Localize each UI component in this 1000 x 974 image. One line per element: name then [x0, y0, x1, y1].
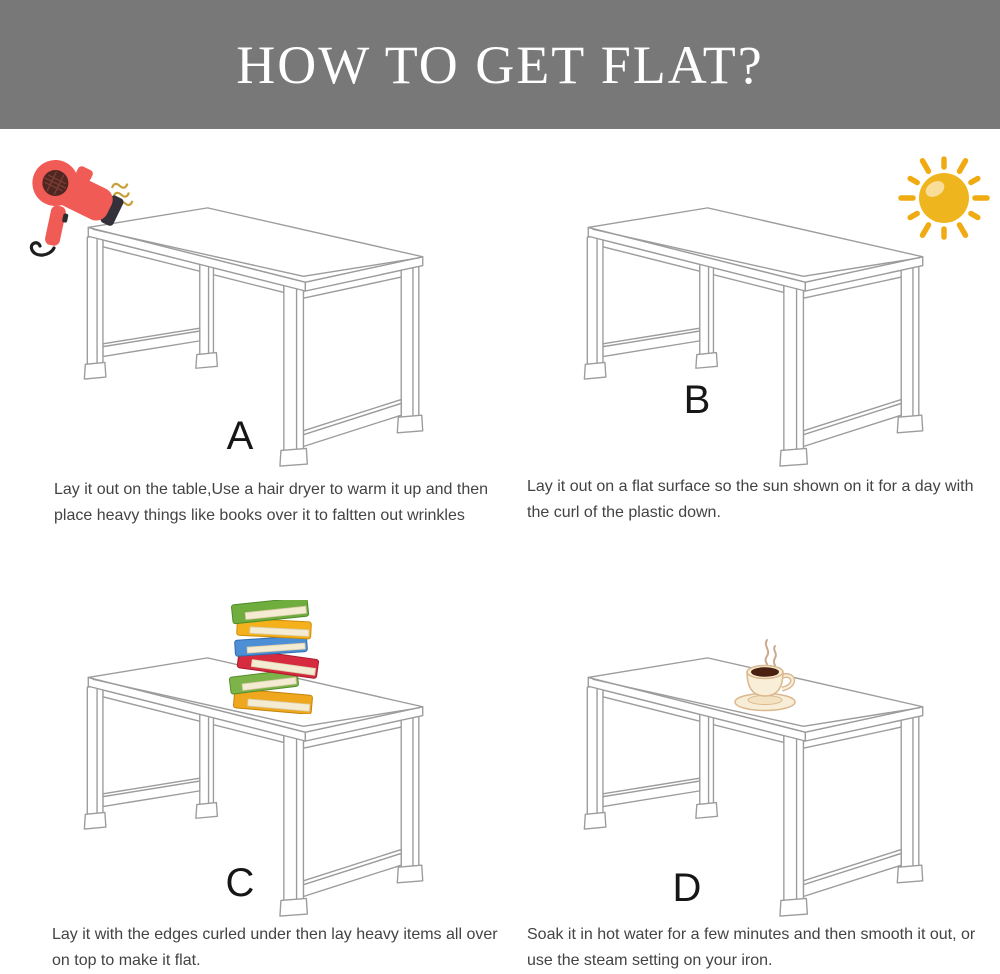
- header-banner: [0, 0, 1000, 129]
- page-title: HOW TO GET FLAT?: [236, 34, 764, 95]
- caption-line: the curl of the plastic down.: [527, 504, 721, 521]
- panel-letter-c: C: [225, 861, 255, 905]
- panel-caption-b: [527, 474, 973, 526]
- caption-line: Soak it in hot water for a few minutes and then smooth it out, or: [527, 926, 976, 943]
- books-stack-icon: [220, 600, 324, 714]
- panel-letter-a: A: [226, 414, 254, 458]
- panel-letter-d: D: [672, 866, 702, 910]
- sun-icon: [894, 154, 994, 246]
- caption-line: place heavy things like books over it to faltten out wrinkles: [54, 507, 465, 524]
- panel-caption-a: [54, 477, 488, 529]
- caption-line: Lay it out on the table,Use a hair dryer to warm it up and then: [54, 481, 489, 498]
- panel-letter-b: B: [683, 378, 711, 422]
- panel-caption-d: [527, 922, 975, 974]
- panel-caption-c: [52, 922, 498, 974]
- caption-line: Lay it out on a flat surface so the sun shown on it for a day with: [527, 478, 974, 495]
- caption-line: Lay it with the edges curled under then lay heavy items all over: [52, 926, 498, 943]
- caption-line: use the steam setting on your iron.: [527, 952, 773, 969]
- coffee-cup-icon: [723, 636, 809, 716]
- table-illustration-b: [582, 202, 929, 468]
- caption-line: on top to make it flat.: [52, 952, 201, 969]
- hair-dryer-icon: [24, 154, 140, 258]
